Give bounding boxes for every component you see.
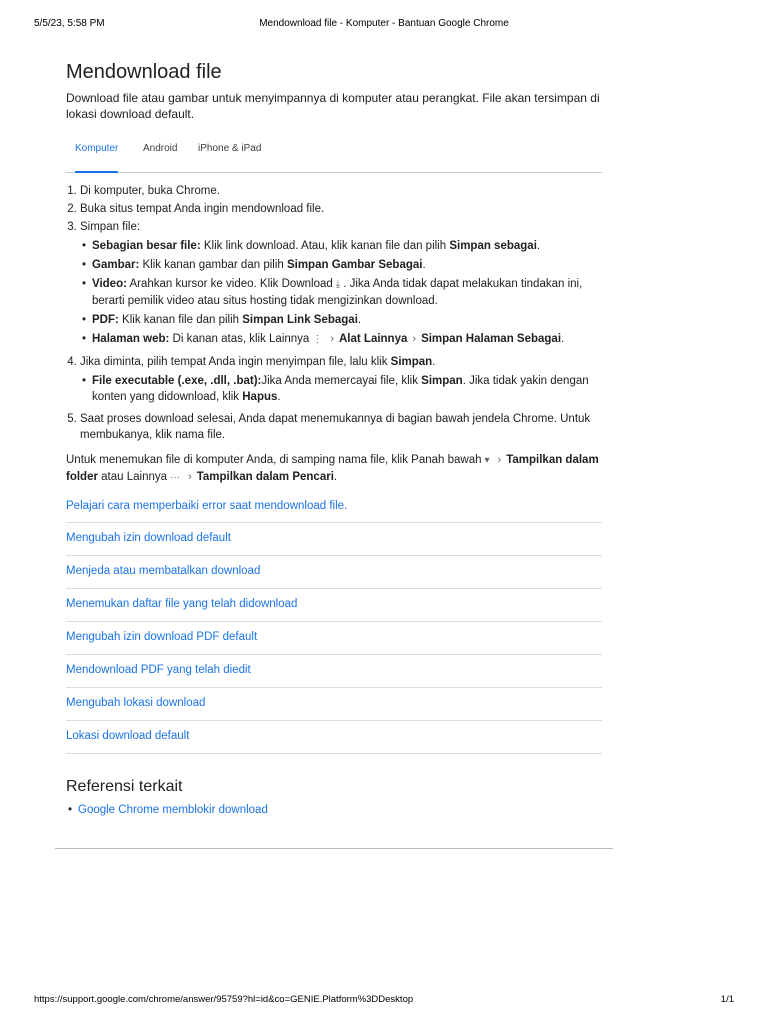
- list-item: • PDF: Klik kanan file dan pilih Simpan Link Sebagai.: [92, 312, 602, 328]
- list-item: • File executable (.exe, .dll, .bat):Jika Anda memercayai file, klik Simpan. Jika tidak yakin dengan konten yang didownload, klik Hapus.: [92, 373, 602, 405]
- print-page-title: Mendownload file - Komputer - Bantuan Google Chrome: [259, 18, 509, 29]
- download-icon: ⤓: [335, 279, 341, 290]
- step-1: 1. Di komputer, buka Chrome.: [80, 183, 602, 199]
- tab-komputer[interactable]: Komputer: [75, 138, 118, 172]
- chevron-right-icon: ›: [188, 471, 192, 483]
- step-4: 4. Jika diminta, pilih tempat Anda ingin menyimpan file, lalu klik Simpan. • File executable (.exe, .dll, .bat):Jika Anda memercayai file, klik Simpan. Jika tidak yakin dengan konten yang didownload, klik Hapus.: [80, 354, 602, 405]
- related-list: [66, 802, 602, 818]
- print-datetime: 5/5/23, 5:58 PM: [34, 18, 105, 29]
- tab-android[interactable]: Android: [143, 143, 178, 154]
- list-item: [78, 802, 602, 818]
- print-header: [34, 18, 734, 32]
- chevron-right-icon: ›: [412, 333, 417, 345]
- chevron-right-icon: ›: [497, 454, 502, 466]
- list-item: • Gambar: Klik kanan gambar dan pilih Simpan Gambar Sebagai.: [92, 257, 602, 273]
- accordion: [66, 522, 602, 754]
- accordion-item-download-edited-pdf[interactable]: Mendownload PDF yang telah diedit: [66, 655, 602, 688]
- step-2: 2. Buka situs tempat Anda ingin mendownload file.: [80, 201, 602, 217]
- learn-fix-errors-link[interactable]: Pelajari cara memperbaiki error saat mendownload file.: [66, 499, 348, 512]
- intro-text: Download file atau gambar untuk menyimpannya di komputer atau perangkat. File akan tersimpan di lokasi download default.: [66, 91, 600, 121]
- step-3-sublist: [80, 238, 602, 348]
- page-title: Mendownload file: [66, 61, 222, 83]
- related-link-chrome-blocks-download[interactable]: Google Chrome memblokir download: [78, 803, 268, 816]
- list-item: • Sebagian besar file: Klik link download. Atau, klik kanan file dan pilih Simpan sebagai.: [92, 238, 602, 254]
- steps-list: [66, 183, 602, 443]
- more-horiz-icon: ···: [170, 472, 181, 483]
- accordion-item-find-downloads[interactable]: Menemukan daftar file yang telah didownload: [66, 589, 602, 622]
- accordion-item-change-location[interactable]: Mengubah lokasi download: [66, 688, 602, 721]
- accordion-item-pause-cancel[interactable]: Menjeda atau membatalkan download: [66, 556, 602, 589]
- related-title: Referensi terkait: [66, 777, 183, 795]
- accordion-item-default-location[interactable]: Lokasi download default: [66, 721, 602, 754]
- list-item: • Halaman web: Di kanan atas, klik Lainnya ⋮ › Alat Lainnya › Simpan Halaman Sebagai.: [92, 331, 602, 348]
- step-5: 5. Saat proses download selesai, Anda dapat menemukannya di bagian bawah jendela Chrome. Untuk membukanya, klik nama file.: [80, 411, 602, 443]
- step-3: [80, 219, 602, 348]
- accordion-item-pdf-permission[interactable]: Mengubah izin download PDF default: [66, 622, 602, 655]
- list-item: • Video: Arahkan kursor ke video. Klik Download ⤓ . Jika Anda tidak dapat melakukan tindakan ini, berarti pemilik video atau situs hosting tidak mengizinkan download.: [92, 276, 602, 309]
- print-url: https://support.google.com/chrome/answer/95759?hl=id&co=GENIE.Platform%3DDesktop: [34, 994, 414, 1005]
- divider: [55, 848, 613, 849]
- tab-iphone-ipad[interactable]: iPhone & iPad: [198, 143, 262, 154]
- article: [66, 58, 602, 818]
- more-vert-icon: ⋮: [312, 334, 323, 345]
- chevron-right-icon: ›: [330, 333, 334, 345]
- find-file-note: Untuk menemukan file di komputer Anda, di samping nama file, klik Panah bawah ▾ › Tampilkan dalam folder atau Lainnya ··· › Tampilkan dalam Pencari.: [66, 452, 602, 486]
- print-footer: [34, 994, 734, 1008]
- step-4-sublist: [80, 373, 602, 405]
- step-3-label: Simpan file:: [80, 221, 141, 233]
- print-page-number: 1/1: [720, 994, 734, 1005]
- accordion-item-change-download-permission[interactable]: Mengubah izin download default: [66, 523, 602, 556]
- platform-tabs: [66, 138, 602, 173]
- arrow-drop-down-icon: ▾: [484, 455, 490, 466]
